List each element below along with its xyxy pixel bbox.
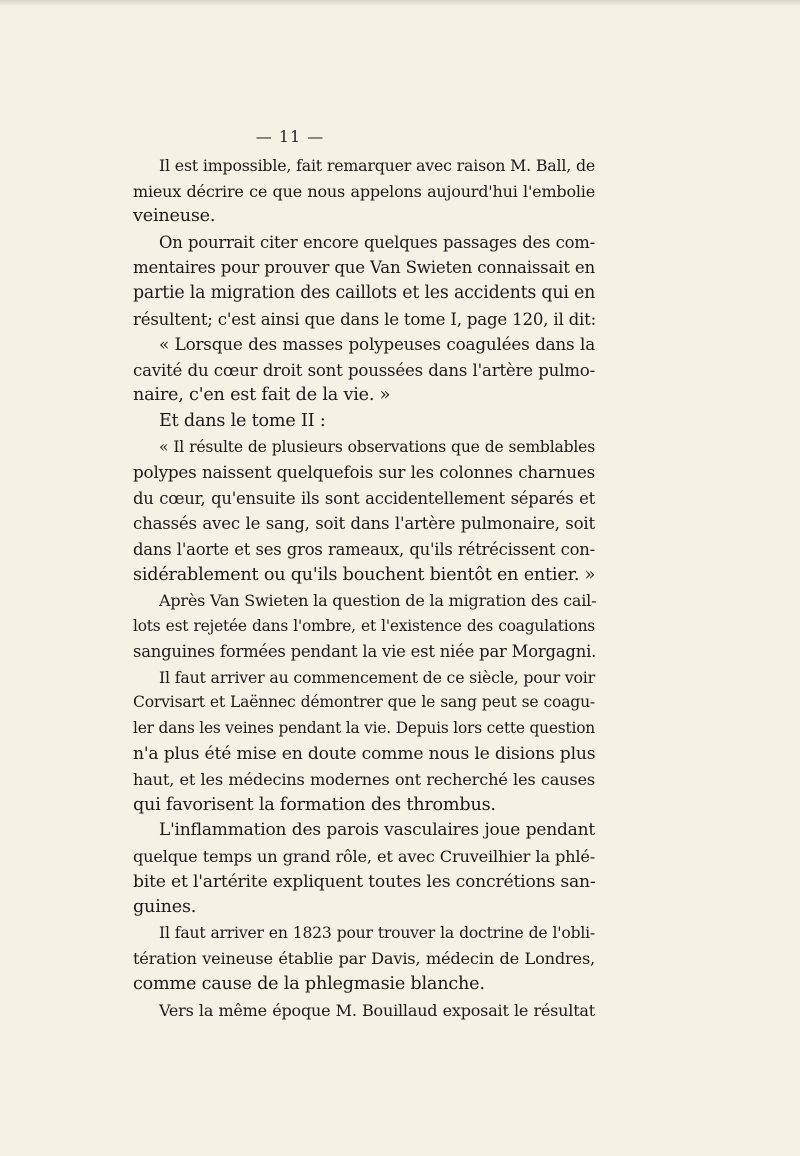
text-line: L'inflammation des parois vasculaires joue pendant <box>159 820 595 841</box>
text-line: cavité du cœur droit sont poussées dans l'artère pulmo- <box>133 360 595 380</box>
text-line: haut, et les médecins modernes ont recherché les causes <box>133 770 595 790</box>
text-line: Corvisart et Laënnec démontrer que le sang peut se coagu- <box>133 693 595 712</box>
text-line: Et dans le tome II : <box>159 410 326 431</box>
text-line: comme cause de la phlegmasie blanche. <box>133 974 485 994</box>
text-line: polypes naissent quelquefois sur les colonnes charnues <box>133 462 595 483</box>
text-line: du cœur, qu'ensuite ils sont accidentellement séparés et <box>133 488 595 508</box>
text-line: quelque temps un grand rôle, et avec Cruveilhier la phlé- <box>133 847 595 867</box>
text-line: dans l'aorte et ses gros rameaux, qu'ils rétrécissent con- <box>133 539 595 559</box>
text-line: ler dans les veines pendant la vie. Depuis lors cette question <box>133 719 595 738</box>
text-line: veineuse. <box>133 206 216 227</box>
text-line: bite et l'artérite expliquent toutes les concrétions san- <box>133 871 596 892</box>
text-line: Après Van Swieten la question de la migration des cail- <box>159 591 597 611</box>
text-line: chassés avec le sang, soit dans l'artère pulmonaire, soit <box>133 514 595 534</box>
text-line: sanguines formées pendant la vie est niée par Morgagni. <box>133 642 597 662</box>
page-top-edge <box>0 0 800 6</box>
text-line: résultent; c'est ainsi que dans le tome I, page 120, il dit: <box>133 309 597 329</box>
text-line: « Il résulte de plusieurs observations que de semblables <box>159 437 595 456</box>
text-line: lots est rejetée dans l'ombre, et l'existence des coagulations <box>133 616 595 635</box>
text-line: Il faut arriver au commencement de ce siècle, pour voir <box>159 667 595 687</box>
body-text <box>133 153 595 1023</box>
text-line: n'a plus été mise en doute comme nous le disions plus <box>133 743 596 764</box>
text-line: mieux décrire ce que nous appelons aujourd'hui l'embolie <box>133 181 595 201</box>
text-line: partie la migration des caillots et les accidents qui en <box>133 282 596 303</box>
text-line: On pourrait citer encore quelques passages des com- <box>159 232 595 252</box>
text-line: guines. <box>133 897 197 918</box>
text-line: Il faut arriver en 1823 pour trouver la doctrine de l'obli- <box>159 923 595 942</box>
page-number: — 11 — <box>255 127 325 146</box>
text-line: sidérablement ou qu'ils bouchent bientôt en entier. » <box>133 564 596 585</box>
text-line: Vers la même époque M. Bouillaud exposait le résultat <box>159 1000 595 1020</box>
text-line: « Lorsque des masses polypeuses coagulées dans la <box>159 334 595 355</box>
text-line: Il est impossible, fait remarquer avec raison M. Ball, de <box>159 156 595 175</box>
text-line: tération veineuse établie par Davis, médecin de Londres, <box>133 949 595 969</box>
text-line: qui favorisent la formation des thrombus. <box>133 794 496 815</box>
text-line: mentaires pour prouver que Van Swieten connaissait en <box>133 258 595 278</box>
text-line: naire, c'en est fait de la vie. » <box>133 385 391 406</box>
